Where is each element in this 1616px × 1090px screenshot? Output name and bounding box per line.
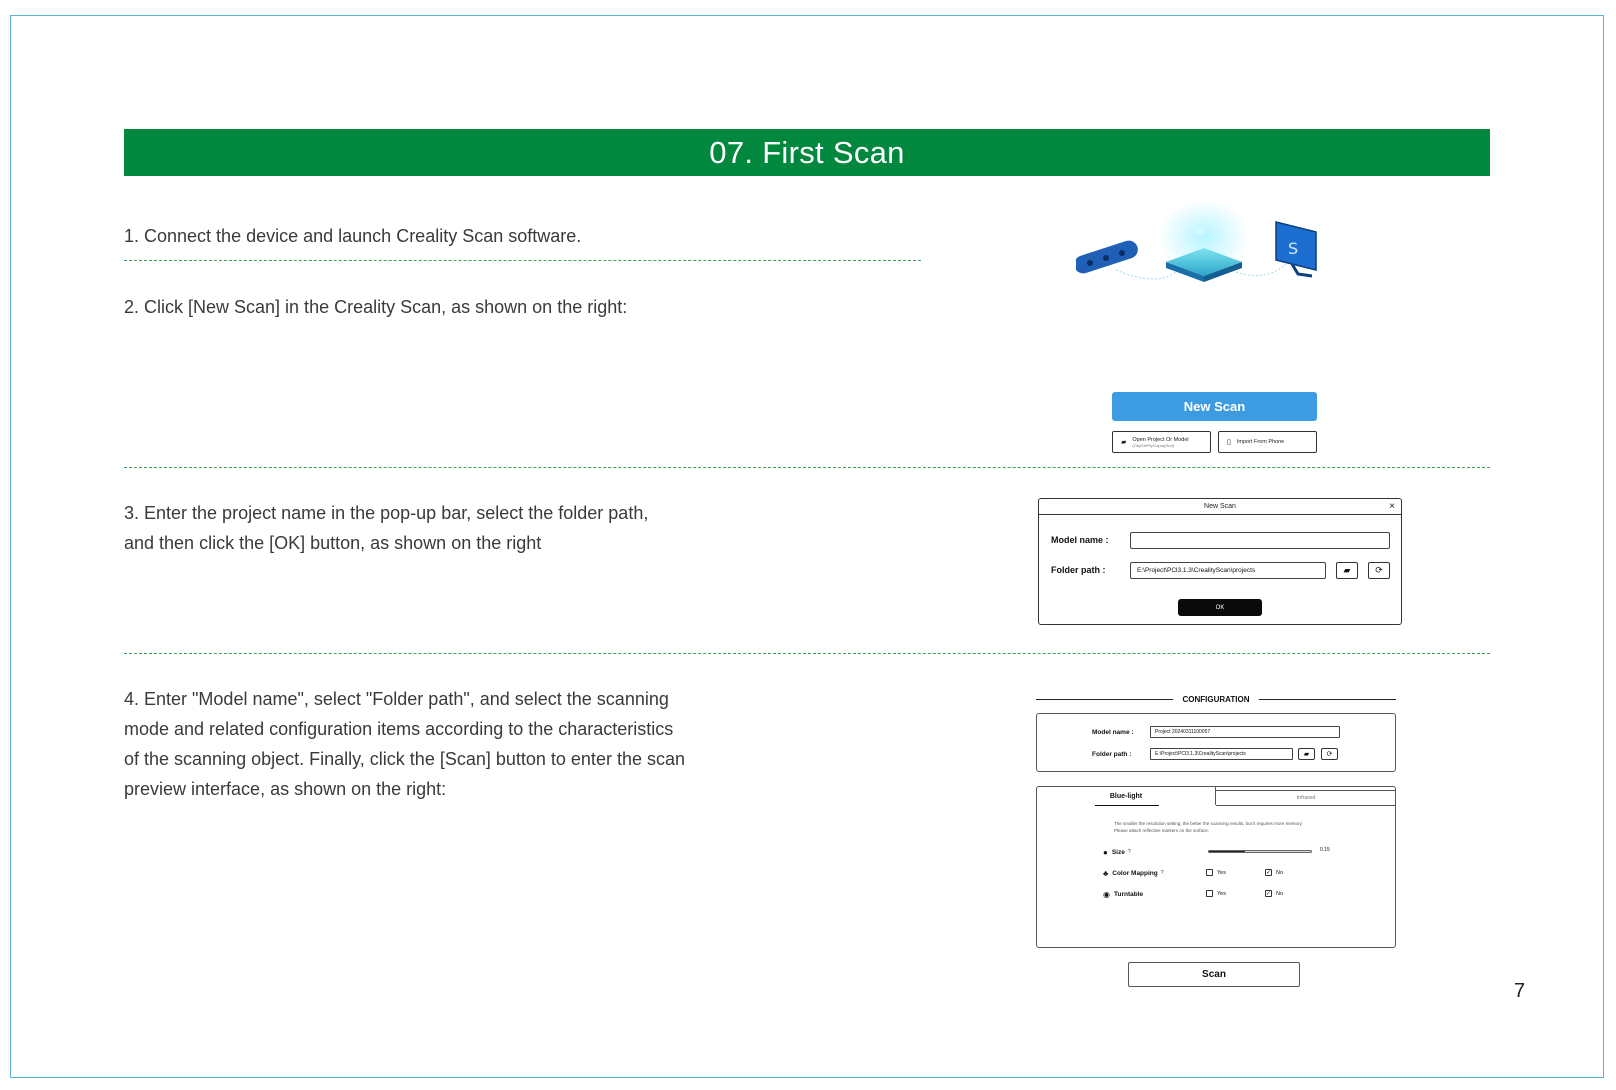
step-3-text bbox=[124, 498, 648, 558]
folder-path-label: Folder path : bbox=[1051, 565, 1106, 575]
page-number: 7 bbox=[1514, 980, 1526, 1002]
checkbox-checked-icon: ✓ bbox=[1266, 891, 1272, 897]
turntable-yes[interactable] bbox=[1206, 890, 1226, 897]
tab-infrared[interactable]: Infrared bbox=[1216, 790, 1396, 806]
monitor-icon bbox=[1276, 222, 1316, 276]
cfg-model-name-input[interactable]: Project 20240311100057 bbox=[1150, 726, 1340, 738]
step-2-text bbox=[124, 292, 627, 322]
dialog-separator bbox=[1039, 514, 1401, 515]
link-icon: ∞ bbox=[1194, 224, 1206, 240]
color-mapping-no[interactable] bbox=[1265, 869, 1283, 876]
scan-mode-box bbox=[1036, 786, 1396, 948]
description-line: Please attach reflective markers on the surface. bbox=[1114, 828, 1210, 833]
connection-line bbox=[1116, 270, 1176, 279]
configuration-heading bbox=[1036, 692, 1396, 706]
open-project-sub: (Obj/Stl/Ply/Cxproj/3mf) bbox=[1132, 442, 1175, 448]
page-title: 07. First Scan bbox=[124, 129, 1490, 176]
open-project-text bbox=[1132, 437, 1188, 448]
open-project-button[interactable] bbox=[1112, 431, 1211, 453]
configuration-title: CONFIGURATION bbox=[1182, 694, 1250, 704]
help-icon[interactable]: ? bbox=[1160, 870, 1164, 876]
scan-button[interactable]: Scan bbox=[1128, 962, 1300, 987]
yes-label: Yes bbox=[1217, 869, 1226, 876]
turntable-icon: ◉ bbox=[1103, 889, 1110, 899]
size-option bbox=[1103, 847, 1131, 857]
folder-icon[interactable]: ▰ bbox=[1336, 562, 1358, 579]
step-4-line: mode and related configuration items according to the characteristics bbox=[124, 719, 674, 739]
resolution-description bbox=[1114, 820, 1303, 834]
cfg-folder-path-input[interactable]: E:\Project\PCl3.1.3\CrealityScan\projects bbox=[1150, 748, 1293, 760]
folder-path-input[interactable]: E:\Project\PCl3.1.3\CrealityScan\projects bbox=[1130, 562, 1326, 579]
scanner-device bbox=[1076, 238, 1140, 276]
checkbox-unchecked-icon bbox=[1206, 869, 1213, 876]
turntable-no[interactable] bbox=[1265, 890, 1283, 897]
folder-icon: ▰ bbox=[1121, 439, 1127, 446]
step-3-line: and then click the [OK] button, as shown on the right bbox=[124, 533, 542, 553]
color-mapping-icon: ♣ bbox=[1103, 868, 1109, 878]
dialog-title: New Scan bbox=[1204, 503, 1236, 510]
cfg-folder-path-label: Folder path : bbox=[1092, 751, 1132, 758]
refresh-icon[interactable]: ⟳ bbox=[1321, 748, 1338, 760]
step-4-line: of the scanning object. Finally, click the [Scan] button to enter the scan bbox=[124, 749, 685, 769]
size-value: 0.15 bbox=[1320, 847, 1330, 853]
step-4-text bbox=[124, 684, 685, 804]
device-connection-illustration bbox=[1076, 202, 1356, 302]
color-mapping-yes[interactable] bbox=[1206, 869, 1226, 876]
checkbox-unchecked-icon bbox=[1206, 890, 1213, 897]
connection-line bbox=[1236, 264, 1286, 276]
new-scan-dialog bbox=[1038, 498, 1402, 625]
tab-blue-light[interactable] bbox=[1037, 787, 1216, 805]
model-name-input[interactable] bbox=[1130, 532, 1390, 549]
import-from-phone-button[interactable] bbox=[1218, 431, 1317, 453]
step-2-line: 2. Click [New Scan] in the Creality Scan, as shown on the right: bbox=[124, 297, 628, 317]
step-1-line: 1. Connect the device and launch Creality Scan software. bbox=[124, 226, 582, 246]
tab-blue-light-label: Blue-light bbox=[1109, 792, 1143, 800]
refresh-icon[interactable]: ⟳ bbox=[1368, 562, 1390, 579]
import-phone-label: Import From Phone bbox=[1236, 439, 1285, 445]
turntable-label: Turntable bbox=[1113, 890, 1144, 898]
step-1-text bbox=[124, 221, 581, 251]
divider-2 bbox=[124, 467, 1490, 468]
heading-rule bbox=[1259, 699, 1396, 700]
no-label: No bbox=[1276, 890, 1284, 897]
close-icon[interactable]: × bbox=[1389, 501, 1395, 512]
turntable-option bbox=[1103, 889, 1143, 899]
size-slider[interactable] bbox=[1208, 850, 1312, 853]
folder-icon[interactable]: ▰ bbox=[1298, 748, 1315, 760]
new-scan-button[interactable]: New Scan bbox=[1112, 392, 1317, 421]
size-icon: ● bbox=[1103, 847, 1108, 857]
cfg-model-name-label: Model name : bbox=[1092, 729, 1134, 736]
tab-underline bbox=[1095, 805, 1159, 806]
step-4-line: preview interface, as shown on the right: bbox=[124, 779, 447, 799]
heading-rule bbox=[1036, 699, 1173, 700]
divider-3 bbox=[124, 653, 1490, 654]
size-label: Size bbox=[1111, 848, 1125, 856]
phone-icon: ▯ bbox=[1227, 439, 1231, 446]
step-4-line: 4. Enter "Model name", select "Folder path", and select the scanning bbox=[124, 689, 669, 709]
yes-label: Yes bbox=[1217, 890, 1226, 897]
description-line: The smaller the resolution setting, the better the scanning results, but it requires more memory. bbox=[1114, 821, 1303, 826]
divider-1 bbox=[124, 260, 921, 261]
model-name-label: Model name : bbox=[1051, 535, 1109, 545]
open-project-label: Open Project Or Model bbox=[1132, 436, 1189, 443]
ok-button[interactable]: OK bbox=[1178, 599, 1262, 616]
help-icon[interactable]: ? bbox=[1127, 849, 1131, 855]
no-label: No bbox=[1276, 869, 1284, 876]
svg-text:S: S bbox=[1288, 239, 1299, 258]
color-mapping-label: Color Mapping bbox=[1112, 869, 1158, 877]
step-3-line: 3. Enter the project name in the pop-up bar, select the folder path, bbox=[124, 503, 649, 523]
size-slider-fill bbox=[1209, 851, 1245, 852]
project-settings-box bbox=[1036, 713, 1396, 772]
color-mapping-option bbox=[1103, 868, 1164, 878]
checkbox-checked-icon: ✓ bbox=[1266, 870, 1272, 876]
